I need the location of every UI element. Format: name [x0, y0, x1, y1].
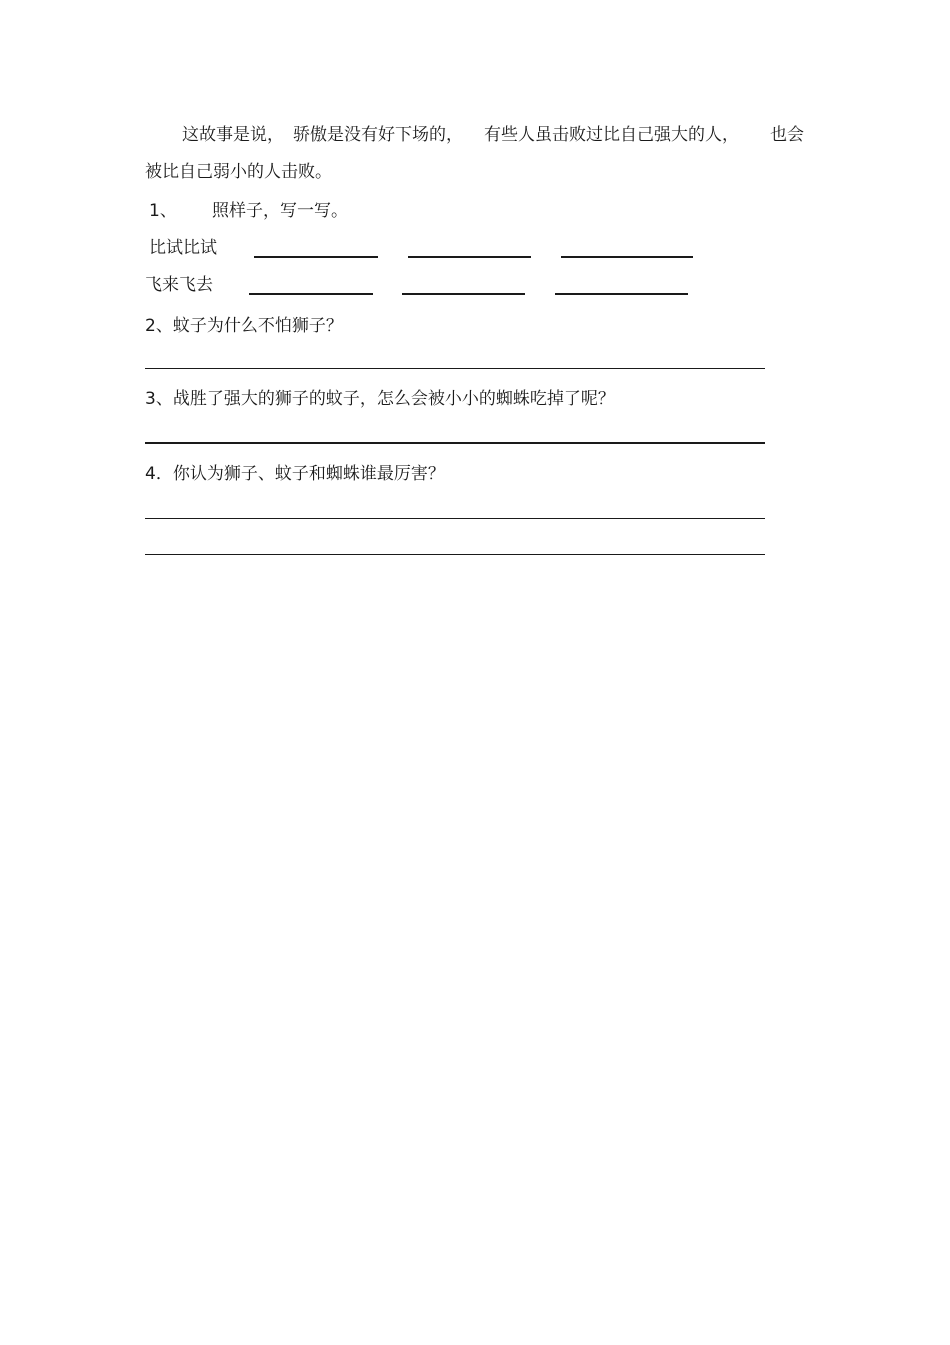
q1-prompt: 照样子，写一写。 — [212, 201, 348, 221]
paragraph-line-2: 被比自己弱小的人击败。 — [145, 162, 332, 182]
paragraph-segment-4: 也会 — [770, 125, 804, 145]
q1-row2-blank-3[interactable] — [555, 293, 688, 295]
q4-answer-line-1[interactable] — [145, 518, 765, 519]
q3-answer-line[interactable] — [145, 442, 765, 444]
q1-row1-blank-3[interactable] — [561, 256, 693, 258]
q4-answer-line-2[interactable] — [145, 554, 765, 555]
q4-question: 4．你认为狮子、蚊子和蜘蛛谁最厉害？ — [145, 464, 445, 484]
q1-example-label-2: 飞来飞去 — [145, 275, 213, 295]
q1-row2-blank-1[interactable] — [249, 293, 373, 295]
paragraph-segment-2: 骄傲是没有好下场的， — [293, 125, 463, 145]
q2-answer-line[interactable] — [145, 368, 765, 369]
q1-row1-blank-1[interactable] — [254, 256, 378, 258]
q3-question: 3、战胜了强大的狮子的蚊子，怎么会被小小的蜘蛛吃掉了呢？ — [145, 389, 615, 409]
q1-row1-blank-2[interactable] — [408, 256, 531, 258]
q1-example-label-1: 比试比试 — [149, 238, 217, 258]
paragraph-segment-3: 有些人虽击败过比自己强大的人， — [484, 125, 739, 145]
q2-question: 2、蚊子为什么不怕狮子？ — [145, 316, 343, 336]
q1-row2-blank-2[interactable] — [402, 293, 525, 295]
q1-number: 1、 — [149, 201, 177, 221]
paragraph-segment-1: 这故事是说， — [182, 125, 284, 145]
